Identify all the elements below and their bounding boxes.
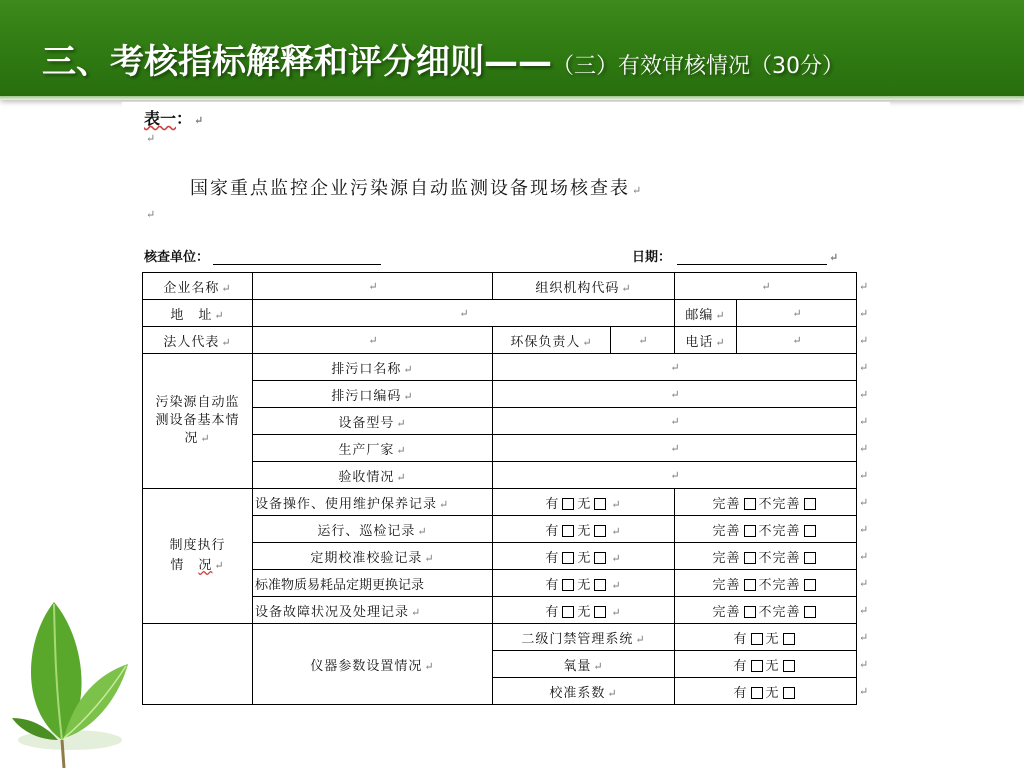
table-row: 法人代表 ↵ ↵ 环保负责人 ↵ ↵ 电话 ↵ ↵ ↵ — [143, 327, 880, 354]
leaf-icon — [0, 590, 150, 768]
slide-title-main: 三、考核指标解释和评分细则—— — [42, 42, 552, 82]
table-row: 生产厂家 ↵ ↵ ↵ — [143, 435, 880, 462]
table-row: 校准系数 ↵ 有 无 ↵ — [143, 678, 880, 705]
table-row: 仪器参数设置情况 ↵ 二级门禁管理系统 ↵ 有 无 ↵ — [143, 624, 880, 651]
table-row: 污染源自动监测设备基本情况 ↵ 排污口名称 ↵ ↵ ↵ — [143, 354, 880, 381]
table-row: 排污口编码 ↵ ↵ ↵ — [143, 381, 880, 408]
table-row: 设备型号 ↵ ↵ ↵ — [143, 408, 880, 435]
table-row: 氧量 ↵ 有 无 ↵ — [143, 651, 880, 678]
table-row: 运行、巡检记录 ↵ 有 无 ↵ 完善 不完善 ↵ — [143, 516, 880, 543]
scanned-document — [122, 102, 890, 721]
document-title: 国家重点监控企业污染源自动监测设备现场核查表 ↵ — [190, 178, 644, 199]
paragraph-mark: ↵ — [146, 132, 156, 145]
table-label: 表一： ↵ — [144, 109, 204, 128]
table-row: 地 址 ↵ ↵ 邮编 ↵ ↵ ↵ — [143, 300, 880, 327]
banner-divider — [0, 96, 1024, 100]
inspection-unit-field: 核查单位： — [144, 246, 381, 265]
paragraph-mark: ↵ — [146, 208, 156, 221]
date-field: 日期： ↵ — [632, 250, 839, 265]
slide-title-sub: （三）有效审核情况（30分） — [552, 54, 844, 79]
table-row: 设备故障状况及处理记录 ↵ 有 无 ↵ 完善 不完善 ↵ — [143, 597, 880, 624]
table-row: 制度执行 情 况 ↵ 设备操作、使用维护保养记录 ↵ 有 无 ↵ 完善 不完善 ↵ — [143, 489, 880, 516]
slide-title — [42, 34, 844, 83]
table-row: 企业名称 ↵ ↵ 组织机构代码 ↵ ↵ ↵ — [143, 273, 880, 300]
table-row: 验收情况 ↵ ↵ ↵ — [143, 462, 880, 489]
table-row: 标准物质易耗品定期更换记录 有 无 ↵ 完善 不完善 ↵ — [143, 570, 880, 597]
table-row: 定期校准校验记录 ↵ 有 无 ↵ 完善 不完善 ↵ — [143, 543, 880, 570]
inspection-table — [142, 272, 880, 705]
